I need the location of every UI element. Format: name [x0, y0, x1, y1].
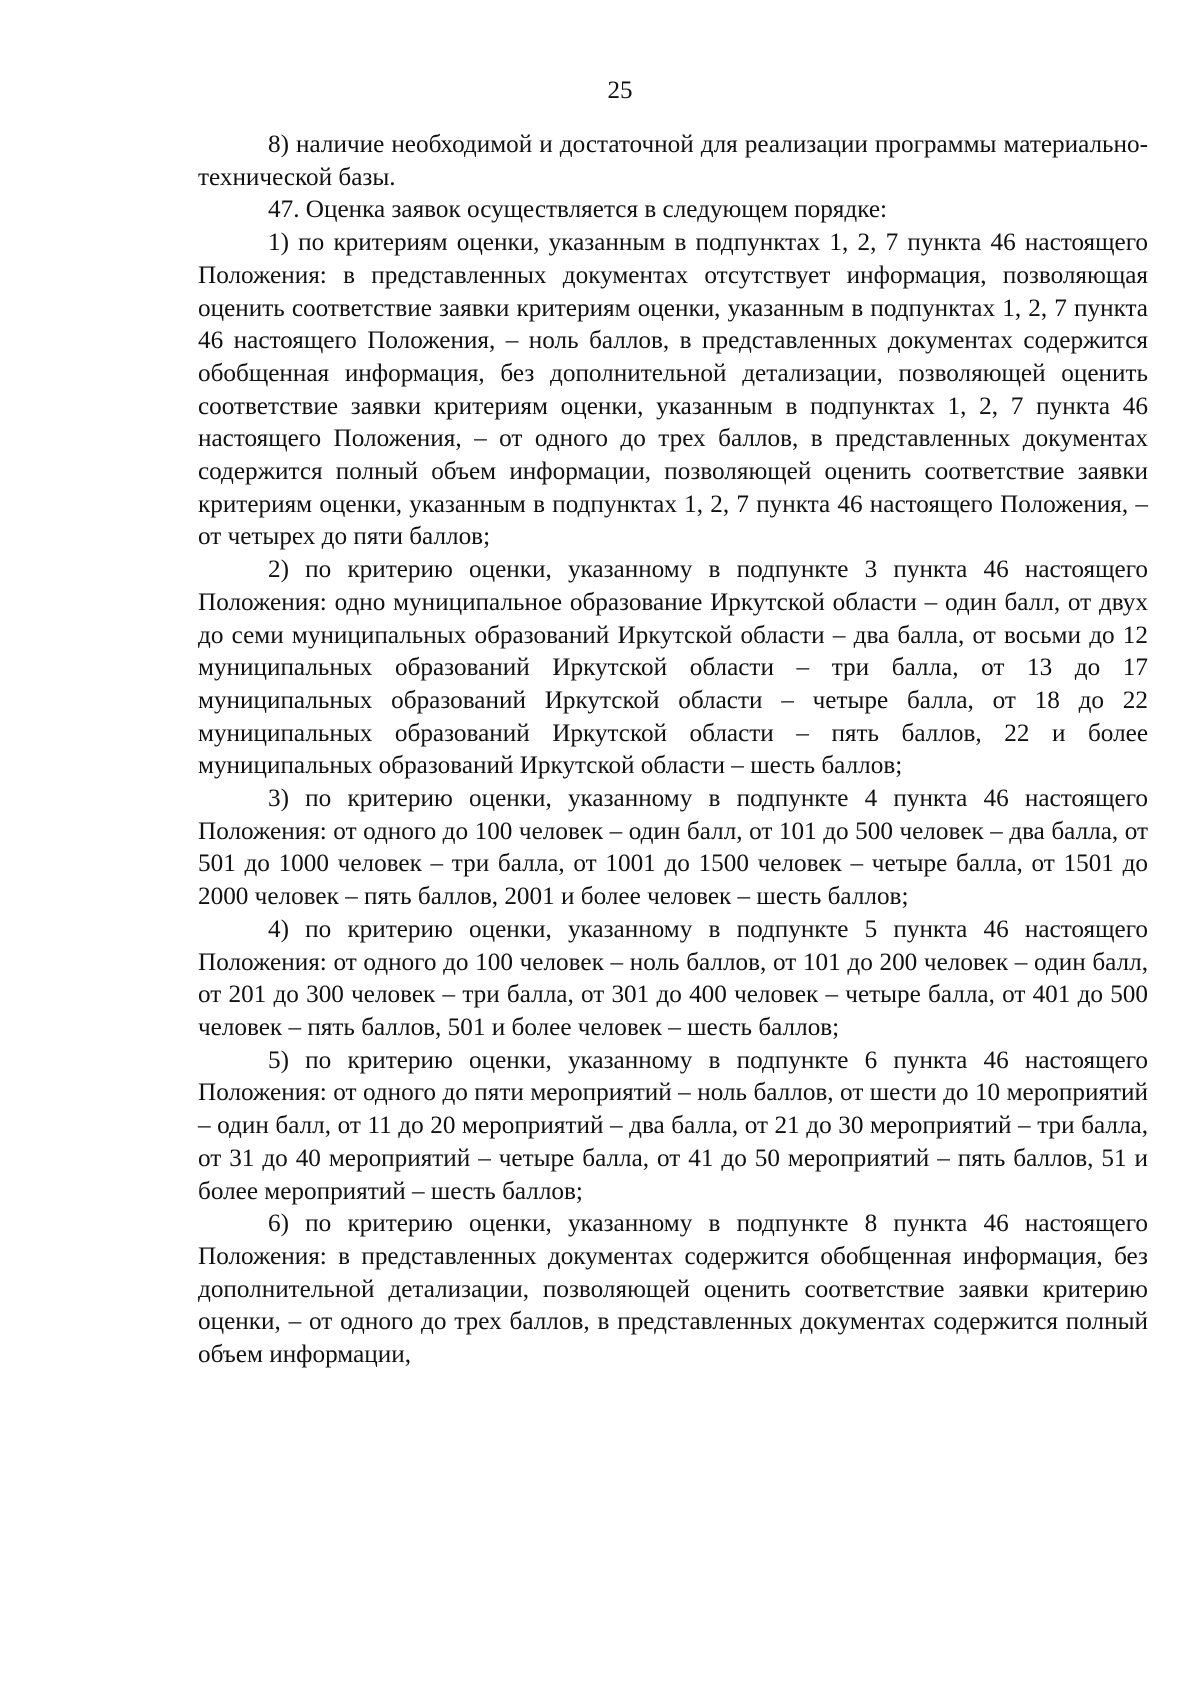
page-number: 25: [607, 77, 633, 104]
paragraph-item-8: 8) наличие необходимой и достаточной для реализации программы материально-технической базы.: [198, 131, 1148, 191]
paragraph-item-2: 2) по критерию оценки, указанному в подпункте 3 пункта 46 настоящего Положения: одно муниципальное образование Иркутской области – один балл, от двух до семи муниципальных образований Иркутской области – два балла, от восьми до 12 муниципальных образований Иркутской области – три балла, от 13 до 17 муниципальных образований Иркутской области – четыре балла, от 18 до 22 муниципальных образований Иркутской области – пять баллов, 22 и более муниципальных образований Иркутской области – шесть баллов;: [198, 556, 1148, 780]
paragraph-item-4: 4) по критерию оценки, указанному в подпункте 5 пункта 46 настоящего Положения: от одного до 100 человек – ноль баллов, от 101 до 200 человек – один балл, от 201 до 300 человек – три балла, от 301 до 400 человек – четыре балла, от 401 до 500 человек – пять баллов, 501 и более человек – шесть баллов;: [198, 915, 1148, 1041]
paragraph-item-3: 3) по критерию оценки, указанному в подпункте 4 пункта 46 настоящего Положения: от одного до 100 человек – один балл, от 101 до 500 человек – два балла, от 501 до 1000 человек – три балла, от 1001 до 1500 человек – четыре балла, от 1501 до 2000 человек – пять баллов, 2001 и более человек – шесть баллов;: [198, 785, 1148, 911]
paragraph-item-5: 5) по критерию оценки, указанному в подпункте 6 пункта 46 настоящего Положения: от одного до пяти мероприятий – ноль баллов, от шести до 10 мероприятий – один балл, от 11 до 20 мероприятий – два балла, от 21 до 30 мероприятий – три балла, от 31 до 40 мероприятий – четыре балла, от 41 до 50 мероприятий – пять баллов, 51 и более мероприятий – шесть баллов;: [198, 1046, 1148, 1205]
paragraph-section-47: 47. Оценка заявок осуществляется в следующем порядке:: [268, 196, 887, 224]
document-body: [198, 129, 1148, 1372]
paragraph-item-1: 1) по критериям оценки, указанным в подпунктах 1, 2, 7 пункта 46 настоящего Положения: в представленных документах отсутствует информация, позволяющая оценить соответствие заявки критериям оценки, указанным в подпунктах 1, 2, 7 пункта 46 настоящего Положения, – ноль баллов, в представленных документах содержится обобщенная информация, без дополнительной детализации, позволяющей оценить соответствие заявки критериям оценки, указанным в подпунктах 1, 2, 7 пункта 46 настоящего Положения, – от одного до трех баллов, в представленных документах содержится полный объем информации, позволяющей оценить соответствие заявки критериям оценки, указанным в подпунктах 1, 2, 7 пункта 46 настоящего Положения, – от четырех до пяти баллов;: [198, 229, 1148, 551]
paragraph-item-6: 6) по критерию оценки, указанному в подпункте 8 пункта 46 настоящего Положения: в представленных документах содержится обобщенная информация, без дополнительной детализации, позволяющей оценить соответствие заявки критерию оценки, – от одного до трех баллов, в представленных документах содержится полный объем информации,: [198, 1210, 1148, 1369]
